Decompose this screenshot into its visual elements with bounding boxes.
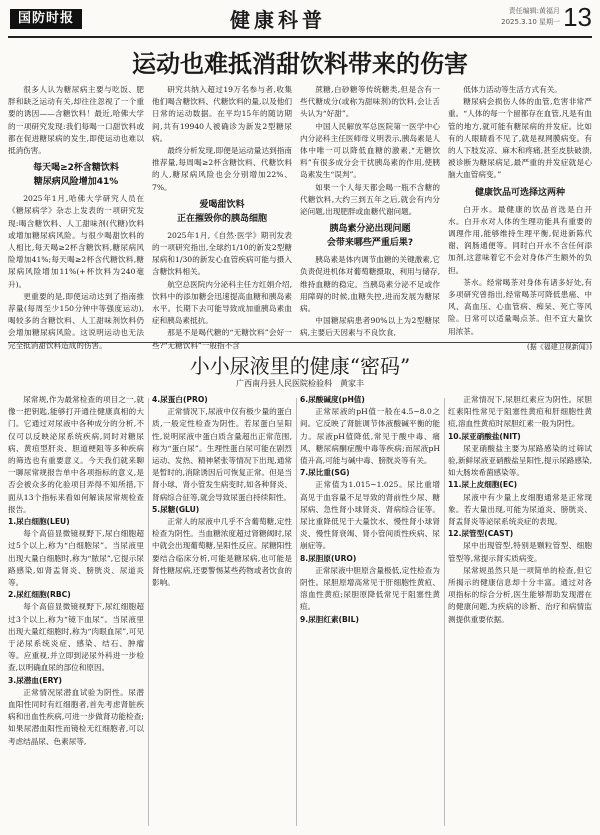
subheading-line: 每天喝≥2杯含糖饮料 (33, 163, 119, 174)
article-divider (8, 342, 592, 343)
subheading-line: 健康饮品可选择这两种 (474, 187, 565, 198)
paragraph: 尿亚硝酸盐主要为尿路感染的过筛试验,新鲜尿液亚硝酸盐呈阳性,提示尿路感染,如大肠埃希菌感染等。 (448, 443, 592, 478)
article2-headline: 小小尿液里的健康“密码” (189, 354, 411, 378)
subheading (152, 198, 292, 226)
paragraph: 航空总医院内分泌科主任方红娟介绍,饮料中的添加糖会迅速提高血糖和胰岛素水平。长期下去可能导致成加重胰岛素血症和胰岛素抵抗。 (152, 279, 292, 326)
paragraph: 每个高倍显微镜视野下,尿红细胞超过3个以上,称为“镜下血尿”。当尿液里出现大量红细胞时,称为“肉眼血尿”,可见于泌尿系统炎症、感染、结石、肿瘤等。应重视,并立即到泌尿外科进一步检查,以明确血尿的部位和原因。 (8, 602, 144, 673)
article1-col3 (300, 84, 440, 338)
paragraph: 如果一个人每天都会喝一瓶不含糖的代糖饮料,大约三到五年之后,就会有内分泌问题,出现肥胖或血糖代谢问题。 (300, 182, 440, 217)
article1-col2 (152, 84, 292, 350)
source-credit: (据《福建卫视新闻》) (527, 342, 592, 351)
paragraph: 正常尿液中胆原含量极低,定性检查为阴性。尿胆原增高常见于肝细胞性黄疸、溶血性黄疸;尿胆原降低常见于阻塞性黄疸。 (300, 565, 440, 612)
editor-line: 责任编辑:黄福月 (508, 7, 560, 15)
article2-colC (300, 394, 440, 828)
item-heading: 12.尿管型(CAST) (448, 529, 514, 539)
paragraph: 正常情况下,尿胆红素应为阴性。尿胆红素阳性常见于阻塞性黄疸和肝细胞性黄疸,溶血性黄疸时尿胆红素一般为阴性。 (448, 395, 592, 429)
item-heading: 8.尿胆原(URO) (300, 553, 357, 563)
subheading-line: 爱喝甜饮料 (199, 199, 245, 210)
item-heading: 9.尿胆红素(BIL) (300, 614, 359, 624)
subheading (448, 186, 592, 200)
paragraph: 更重要的是,即使运动达到了指南推荐量(每周至少150分钟中等强度运动),喝较多的含糖饮料、人工甜味剂饮料仍会增加糖尿病风险。这说明运动也无法完全抵消甜饮料造成的伤害。 (8, 291, 144, 350)
article2-colD (448, 394, 592, 828)
article2-colB (152, 394, 292, 828)
paragraph: 中国人民解放军总医院第一医学中心内分泌科主任医师母义明表示,胰岛素是人体中唯一可以降低血糖的激素,“无糖饮料”有很多成分会干扰胰岛素的作用,使胰岛素发生“误判”。 (300, 121, 440, 180)
article2-byline: 广西南丹县人民医院检验科 黄家丰 (236, 379, 364, 388)
paragraph: 那是不是喝代糖的“无糖饮料”会好一些?“无糖饮料”一般指不含 (152, 328, 292, 350)
item-heading: 7.尿比重(SG) (300, 468, 350, 478)
paragraph: 最终分析发现,即便是运动量达到指南推荐量,每周喝≥2杯含糖饮料、代糖饮料的人,糖尿病风险也会分别增加22%、7%。 (152, 146, 292, 192)
paragraph: 正常值为1.015~1.025。尿比重增高见于血容量不足导致的肾前性少尿、糖尿病、急性肾小球肾炎、肾病综合征等。尿比重降低见于大量饮水、慢性肾小球肾炎、慢性肾衰竭、肾小管间质性疾病、尿崩症等。 (300, 480, 440, 551)
paragraph: 糖尿病会损伤人体的血管,危害非常严重。“人体的每一个留都存在血管,凡是有血管的地方,就可能有糖尿病的并发症。比如有的人眼睛看不见了,就是视网膜病变。有的人下肢发凉、麻木和疼痛,甚至皮肤破溃,被诊断为糖尿病足,最严重的并发症就是心脑大血管病变。” (448, 97, 592, 180)
subheading (8, 161, 144, 189)
paragraph: 蔗糖,白砂糖等传统糖类,但是含有一些代糖成分(或称为甜味剂)的饮料,会让舌头认为“好甜”。 (300, 85, 440, 119)
subheading-line: 正在摧毁你的胰岛细胞 (176, 213, 267, 224)
article1-col4 (448, 84, 592, 351)
article1-headline: 运动也难抵消甜饮料带来的伤害 (132, 50, 468, 78)
paragraph: 正常尿液的pH值一般在4.5~8.0之间。它反映了肾脏调节体液酸碱平衡的能力。尿液pH值降低,常见于酸中毒、痛风、糖尿病酮症酸中毒等疾病;而尿液pH值升高,可能与碱中毒、膀胱炎等有关。 (300, 407, 440, 466)
header-rule (8, 36, 592, 38)
paragraph: 中国糖尿病患者90%以上为2型糖尿病,主要后天因素与不良饮食, (300, 316, 440, 338)
paragraph: 正常情况尿潜血试验为阴性。尿潜血阳性同时有红细胞者,首先考虑肾脏疾病和出血性疾病,可进一步做肾功能检查;如果尿潜血阳性而镜检无红细胞者,可以考虑结晶尿、色素尿等, (8, 687, 144, 746)
item-heading: 6.尿酸碱度(pH值) (300, 395, 365, 404)
article2-colA (8, 394, 144, 828)
column-divider (296, 398, 297, 826)
paragraph: 尿常规虽然只是一项简单的检查,但它所揭示的健康信息却十分丰富。通过对各项指标的综合分析,医生能够帮助发现潜在的健康问题,为疾病的诊断、治疗和病情监测提供重要依据。 (448, 565, 592, 624)
subheading-line: 会带来哪些严重后果? (326, 238, 414, 249)
section-title: 健康科普 (230, 8, 326, 32)
column-divider (444, 398, 445, 826)
paragraph: 2025年1月,哈佛大学研究人员在《糖尿病学》杂志上发表的一项研究发现:喝含糖饮料、人工甜味剂(代糖)饮料或增加糖尿病风险。与很少喝甜饮料的人相比,每天喝≥2杯含糖饮料,糖尿病风险增加41%;每天喝≥2杯含代糖饮料,糖尿病风险增加11%(+杯饮料为240毫升)。 (8, 194, 144, 289)
paragraph: 正常人的尿液中几乎不含葡萄糖,定性检查为阴性。当血糖浓度超过肾糖阈时,尿中就会出现葡萄糖,呈阳性反应。尿糖阳性要结合临床分析,可能是糖尿病,也可能是肾性糖尿病,还要警惕某些药物或者饮食的影响。 (152, 517, 292, 588)
article1-col1 (8, 84, 144, 350)
paragraph: 2025年1月,《自然·医学》期刊发表的一项研究指出,全球约1/10的新发2型糖尿病和1/30的新发心血管疾病可能与摄入含糖饮料相关。 (152, 230, 292, 277)
paragraph: 研究共纳入超过19万名参与者,收集他们喝含糖饮料、代糖饮料的量,以及他们日常的运动数据。在平均15年的随访期间,共有19940人被确诊为新发2型糖尿病。 (152, 85, 292, 143)
paragraph: 低体力活动等生活方式有关。 (463, 85, 562, 94)
item-heading: 3.尿潜血(ERY) (8, 675, 63, 685)
paragraph: 尿常规,作为最常检查的项目之一,就像一把钥匙,能够打开通往健康真相的大门。它通过对尿液中各种成分的分析,不仅可以反映泌尿系统疾病,同时对糖尿病、黄疸型肝炎、胆道梗阻等多种疾病的筛选也有重要意义。今天我们就来聊一聊尿常规报告单中各项指标的意义,是否会被众多的化验项目弄得不知所措,下面从13个指标来看如何解读尿常规检查报告。 (8, 395, 144, 514)
paragraph: 白开水。最健康的饮品首选是白开水。白开水对人体的生理功能具有重要的调理作用,能够维持生理平衡,促进新陈代谢、润肠通便等。同时白开水不含任何添加剂,这意味着它不会对身体产生额外的负担。 (448, 204, 592, 275)
item-heading: 5.尿糖(GLU) (152, 504, 200, 514)
paragraph: 很多人认为糖尿病主要与吃饭、肥胖和缺乏运动有关,却往往忽视了一个重要的诱因——含糖饮料！最近,哈佛大学的一项研究发现:我们每喝一口甜饮料或都在促进糖尿病的发生,即使运动也难以抵消伤害。 (8, 85, 144, 156)
page-number: 13 (563, 2, 592, 32)
subheading-line: 胰岛素分泌出现问题 (329, 224, 411, 235)
item-heading: 1.尿白细胞(LEU) (8, 517, 70, 527)
paragraph: 尿中出现管型,特别是颗粒管型、细胞管型等,常提示肾实质病变。 (448, 541, 592, 563)
subheading-line: 糖尿病风险增加41% (33, 177, 119, 188)
issue-meta (501, 6, 560, 28)
item-heading: 10.尿亚硝酸盐(NIT) (448, 431, 521, 441)
subheading (300, 222, 440, 250)
paragraph: 胰岛素是体内调节血糖的关键激素,它负责促进机体对葡萄糖摄取、利用与储存,维持血糖的稳定。当胰岛素分泌不足或作用障碍的时候,血糖失控,进而发展为糖尿病。 (300, 255, 440, 314)
masthead (0, 0, 600, 36)
newspaper-logo: 国防时报 (10, 9, 82, 29)
paragraph: 尿液中有少量上皮细胞通常是正常现象。若大量出现,可能为尿道炎、膀胱炎、肾盂肾炎等泌尿系统炎症的表现。 (448, 492, 592, 527)
item-heading: 4.尿蛋白(PRO) (152, 395, 208, 404)
paragraph: 茶水。经常喝茶对身体有诸多好处,有多项研究曾指出,经常喝茶可降低患癌、中风、高血压、心血管病、痴呆、死亡等风险。日常可以适量喝点茶。但不宜大量饮用浓茶。 (448, 277, 592, 336)
paragraph: 每个高倍显微镜视野下,尿白细胞超过5个以上,称为“白细胞尿”。当尿液里出现大量白细胞时,称为“脓尿”,它提示尿路感染,如肾盂肾炎、膀胱炎、尿道炎等。 (8, 529, 144, 588)
column-divider (148, 398, 149, 826)
item-heading: 11.尿上皮细胞(EC) (448, 480, 518, 490)
item-heading: 2.尿红细胞(RBC) (8, 590, 71, 600)
date-line: 2025.3.10 星期一 (501, 18, 560, 26)
paragraph: 正常情况下,尿液中仅有极少量的蛋白质,一般定性检查为阴性。若尿蛋白呈阳性,说明尿液中蛋白质含量超出正常范围,称为“蛋白尿”。生理性蛋白尿可能在剧烈运动、发热、精神紧张等情况下出现,通常是暂时的,消除诱因后可恢复正常。但是当肾小球、肾小管发生病变时,如各种肾炎、肾病综合征等,就会导致尿蛋白持续阳性。 (152, 407, 292, 502)
